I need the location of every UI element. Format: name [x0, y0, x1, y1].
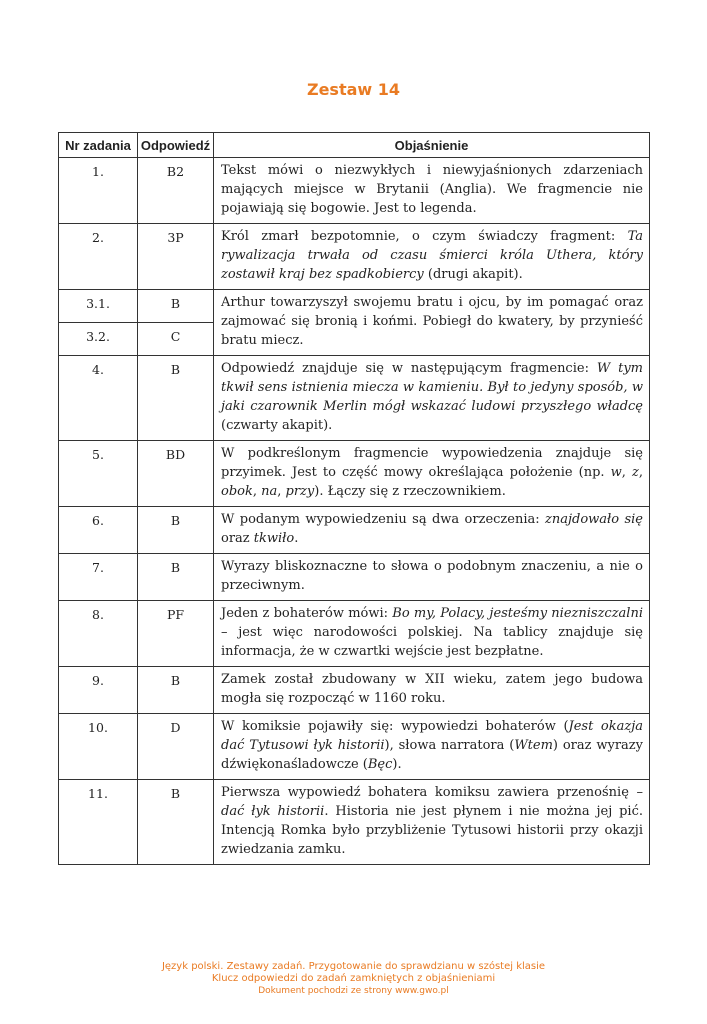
answer-cell: 3P — [138, 224, 214, 290]
explanation-text: . Historia nie jest płynem i nie można jej pić. Intencją Romka było przybliżenie Tytusowi historii przy okazji zwiedzania zamku. — [221, 804, 644, 857]
quoted-fragment: tkwiło — [253, 531, 295, 546]
table-row — [59, 356, 650, 441]
task-number-cell: 9. — [59, 667, 138, 714]
quoted-fragment: Jest okazja dać Tytusowi łyk historii — [221, 719, 643, 753]
explanation-cell — [214, 290, 650, 356]
task-number-cell: 4. — [59, 356, 138, 441]
explanation-cell — [214, 601, 650, 667]
task-number-cell: 7. — [59, 554, 138, 601]
explanation-text: Pierwsza wypowiedź bohatera komiksu zawiera przenośnię – — [221, 785, 643, 800]
explanation-cell — [214, 158, 650, 224]
table-row — [59, 667, 650, 714]
task-number-cell: 3.2. — [59, 323, 138, 356]
table-row — [59, 601, 650, 667]
explanation-cell — [214, 667, 650, 714]
quoted-fragment: W tym tkwił sens istnienia miecza w kamieniu. Był to jedyny sposób, w jaki czarownik Merlin mógł wskazać ludowi przyszłego władcę — [221, 361, 643, 414]
explanation-text: – jest więc narodowości polskiej. Na tablicy znajduje się informacja, że w czwartki wejście jest bezpłatne. — [221, 625, 643, 659]
answer-cell: B — [138, 290, 214, 323]
quoted-fragment: Bo my, Polacy, jesteśmy niezniszczalni — [392, 606, 643, 621]
explanation-text: ), słowa narratora ( — [384, 738, 515, 753]
answer-cell: B — [138, 667, 214, 714]
quoted-fragment: obok — [221, 484, 253, 499]
task-number-cell: 11. — [59, 780, 138, 865]
answer-cell: C — [138, 323, 214, 356]
answer-cell: B — [138, 780, 214, 865]
table-row — [59, 158, 650, 224]
answer-cell: B — [138, 554, 214, 601]
task-number-cell: 1. — [59, 158, 138, 224]
page-title: Zestaw 14 — [306, 80, 401, 99]
quoted-fragment: Ta rywalizacja trwała od czasu śmierci króla Uthera, który zostawił kraj bez spadkobiercy — [221, 229, 643, 282]
explanation-text: Jeden z bohaterów mówi: — [221, 606, 393, 621]
quoted-fragment: znajdowało się — [545, 512, 643, 527]
task-number-cell: 2. — [59, 224, 138, 290]
explanation-text: ). — [392, 757, 402, 772]
explanation-text: Arthur towarzyszył swojemu bratu i ojcu, by im pomagać oraz zajmować się bronią i końmi. Pobiegł do kwatery, by przynieść bratu miecz. — [221, 295, 643, 348]
explanation-text: Król zmarł bezpotomnie, o czym świadczy fragment: — [221, 229, 628, 244]
quoted-fragment: na — [261, 484, 278, 499]
explanation-text: W podanym wypowiedzeniu są dwa orzeczenia: — [221, 512, 546, 527]
explanation-text: W podkreślonym fragmencie wypowiedzenia znajduje się przyimek. Jest to część mowy określająca położenie (np. — [221, 446, 643, 480]
explanation-cell — [214, 554, 650, 601]
answer-cell: B — [138, 507, 214, 554]
table-row — [59, 507, 650, 554]
table-row — [59, 441, 650, 507]
explanation-cell — [214, 356, 650, 441]
answer-cell: B2 — [138, 158, 214, 224]
quoted-fragment: Wtem — [514, 738, 553, 753]
quoted-fragment: Bęc — [367, 757, 393, 772]
explanation-text: oraz — [221, 531, 254, 546]
explanation-text: . — [294, 531, 299, 546]
task-number-cell: 6. — [59, 507, 138, 554]
page-footer — [0, 961, 707, 997]
task-number-cell: 3.1. — [59, 290, 138, 323]
explanation-cell — [214, 224, 650, 290]
explanation-cell — [214, 441, 650, 507]
quoted-fragment: z — [632, 465, 639, 480]
footer-line-book: Język polski. Zestawy zadań. Przygotowanie do sprawdzianu w szóstej klasie — [161, 961, 546, 972]
explanation-text: , — [621, 465, 633, 480]
answer-key-table — [58, 132, 650, 865]
explanation-text: (czwarty akapit). — [221, 418, 333, 433]
quoted-fragment: przy — [285, 484, 315, 499]
explanation-text: ). Łączy się z rzeczownikiem. — [314, 484, 506, 499]
table-row — [59, 224, 650, 290]
explanation-cell — [214, 714, 650, 780]
explanation-text: W komiksie pojawiły się: wypowiedzi bohaterów ( — [221, 719, 569, 734]
quoted-fragment: dać łyk historii — [221, 804, 325, 819]
table-row — [59, 290, 650, 323]
explanation-text: , — [252, 484, 262, 499]
table-row — [59, 714, 650, 780]
explanation-text: Odpowiedź znajduje się w następującym fragmencie: — [221, 361, 597, 376]
explanation-text: Tekst mówi o niezwykłych i niewyjaśnionych zdarzeniach mających miejsce w Brytanii (Anglia). We fragmencie nie pojawiają się bogowie. Jest to legenda. — [221, 163, 643, 216]
answer-cell: BD — [138, 441, 214, 507]
column-header-answer: Odpowiedź — [138, 133, 214, 158]
table-row — [59, 554, 650, 601]
table-row — [59, 780, 650, 865]
explanation-text: ) oraz wyrazy dźwiękonaśladowcze ( — [221, 738, 643, 772]
explanation-text: , — [638, 465, 644, 480]
explanation-cell — [214, 780, 650, 865]
task-number-cell: 5. — [59, 441, 138, 507]
explanation-text: , — [277, 484, 286, 499]
column-header-explanation: Objaśnienie — [214, 133, 650, 158]
explanation-text: Wyrazy bliskoznaczne to słowa o podobnym znaczeniu, a nie o przeciwnym. — [221, 559, 643, 593]
explanation-text: (drugi akapit). — [423, 267, 523, 282]
quoted-fragment: w — [610, 465, 622, 480]
answer-cell: PF — [138, 601, 214, 667]
task-number-cell: 10. — [59, 714, 138, 780]
footer-line-source: Dokument pochodzi ze strony www.gwo.pl — [258, 986, 449, 996]
column-header-nr: Nr zadania — [59, 133, 138, 158]
answer-cell: B — [138, 356, 214, 441]
explanation-text: Zamek został zbudowany w XII wieku, zatem jego budowa mogła się rozpocząć w 1160 roku. — [221, 672, 643, 706]
footer-line-key: Klucz odpowiedzi do zadań zamkniętych z objaśnieniami — [211, 973, 496, 984]
table-body — [59, 158, 650, 865]
explanation-cell — [214, 507, 650, 554]
task-number-cell: 8. — [59, 601, 138, 667]
answer-cell: D — [138, 714, 214, 780]
table-header-row — [59, 133, 650, 158]
